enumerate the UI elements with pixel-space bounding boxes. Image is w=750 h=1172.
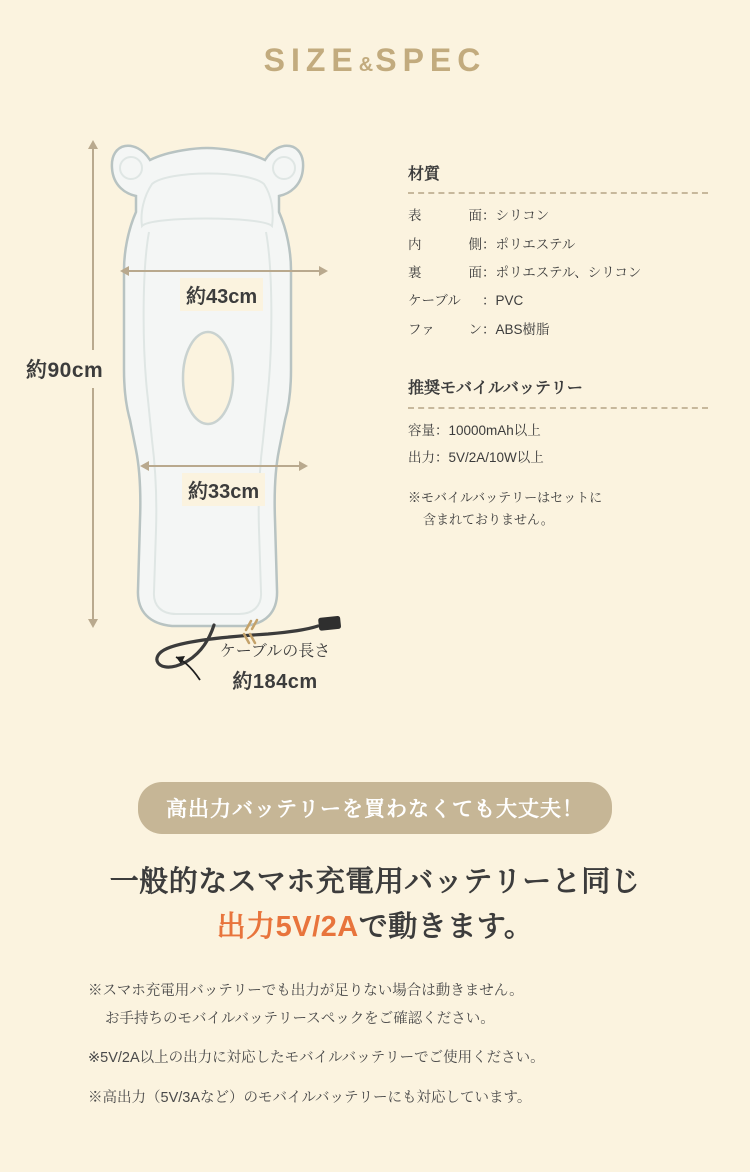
cable-length-value: 約184cm xyxy=(232,671,318,694)
footnotes xyxy=(88,978,688,1124)
material-row-key xyxy=(408,202,482,230)
material-row-value: ：ポリエステル、シリコン xyxy=(482,265,642,281)
page-title xyxy=(0,0,750,79)
bottom-width-dimension-arrow xyxy=(148,465,300,467)
material-key-part1: ケーブル xyxy=(408,293,461,309)
battery-capacity: 容量：10000mAh以上 xyxy=(408,422,541,438)
material-row xyxy=(408,231,708,259)
battery-note-line2: 含まれておりません。 xyxy=(423,512,554,528)
material-row-value: ：シリコン xyxy=(482,208,550,224)
material-heading: 材質 xyxy=(408,166,441,183)
material-row-value: ：ABS樹脂 xyxy=(482,321,550,337)
material-row xyxy=(408,202,708,230)
headline-line1: 一般的なスマホ充電用バッテリーと同じ xyxy=(109,866,641,898)
material-key-part1: 内 xyxy=(408,236,422,252)
battery-section xyxy=(408,374,708,532)
material-row xyxy=(408,316,708,344)
material-row xyxy=(408,259,708,287)
page-title-main: SIZE xyxy=(263,42,359,78)
headline-line2 xyxy=(0,905,750,950)
material-row-value: ：ポリエステル xyxy=(482,236,576,252)
battery-note-line1: ※モバイルバッテリーはセットに xyxy=(408,489,603,505)
cable-length-annotation xyxy=(160,638,390,699)
footnote-main: ※5V/2A以上の出力に対応したモバイルバッテリーでご使用ください。 xyxy=(88,1050,545,1067)
battery-note xyxy=(408,487,708,533)
material-row-key xyxy=(408,316,482,344)
battery-heading: 推奨モバイルバッテリー xyxy=(408,380,583,398)
headline-output-value: 出力5V/2A xyxy=(216,910,359,943)
footnote-sub: お手持ちのモバイルバッテリースペックをご確認ください。 xyxy=(105,1010,495,1027)
material-row-key xyxy=(408,287,482,315)
material-row xyxy=(408,287,708,315)
footnote-item xyxy=(88,1085,688,1113)
product-diagram xyxy=(0,120,390,740)
headline xyxy=(0,860,750,950)
spec-panel xyxy=(408,160,708,532)
footnote-main: ※スマホ充電用バッテリーでも出力が足りない場合は動きません。 xyxy=(88,983,524,999)
material-row-key xyxy=(408,259,482,287)
height-dimension-label: 約90cm xyxy=(24,350,105,388)
battery-output: 出力：5V/2A/10W以上 xyxy=(408,449,544,465)
page-title-sub: SPEC xyxy=(375,42,487,78)
material-key-part1: 裏 xyxy=(408,265,422,281)
page-title-amp: & xyxy=(358,54,376,76)
material-key-part2: ン xyxy=(468,321,482,337)
material-row-value: ：PVC xyxy=(482,293,524,309)
material-key-part2: 面 xyxy=(468,208,482,224)
headline-line2-rest: で動きます。 xyxy=(358,910,534,943)
top-width-dimension-label: 約43cm xyxy=(180,278,263,311)
material-row-key xyxy=(408,231,482,259)
material-divider xyxy=(408,192,708,194)
footnote-item xyxy=(88,1045,688,1073)
material-key-part2: 面 xyxy=(468,265,482,281)
bottom-width-dimension-label: 約33cm xyxy=(182,473,265,506)
footnote-item xyxy=(88,978,688,1033)
material-key-part1: 表 xyxy=(408,208,422,224)
highlight-banner: 高出力バッテリーを買わなくても大丈夫！ xyxy=(138,782,612,834)
battery-divider xyxy=(408,407,708,409)
footnote-main: ※高出力（5V/3Aなど）のモバイルバッテリーにも対応しています。 xyxy=(88,1089,532,1106)
material-key-part2: 側 xyxy=(468,236,482,252)
top-width-dimension-arrow xyxy=(128,270,320,272)
material-key-part1: ファ xyxy=(408,321,435,337)
cable-length-caption: ケーブルの長さ xyxy=(219,643,331,660)
